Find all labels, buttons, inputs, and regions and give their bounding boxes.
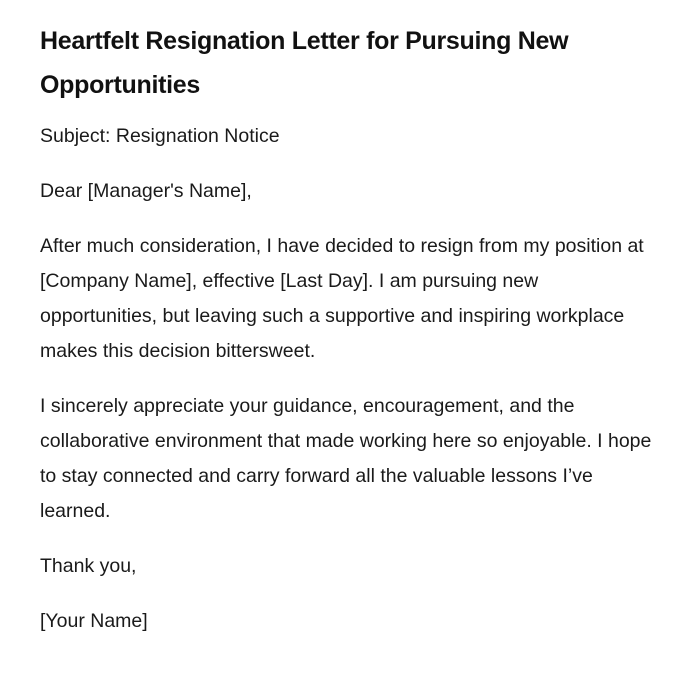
signature-placeholder: [Your Name] — [40, 610, 148, 632]
body-paragraph-2: I sincerely appreciate your guidance, encouragement, and the collaborative environment that made working here so enjoyable. I hope to stay connected and carry forward all the valuable lessons I’ve learned. — [40, 395, 652, 522]
closing-line: Thank you, — [40, 555, 137, 577]
letter-title: Heartfelt Resignation Letter for Pursuing New Opportunities — [40, 27, 569, 99]
body-paragraph-1: After much consideration, I have decided to resign from my position at [Company Name], effective [Last Day]. I am pursuing new opportunities, but leaving such a supportive and inspiring workplace makes this decision bittersweet. — [40, 235, 644, 362]
subject-line: Subject: Resignation Notice — [40, 125, 280, 147]
salutation: Dear [Manager's Name], — [40, 180, 252, 202]
